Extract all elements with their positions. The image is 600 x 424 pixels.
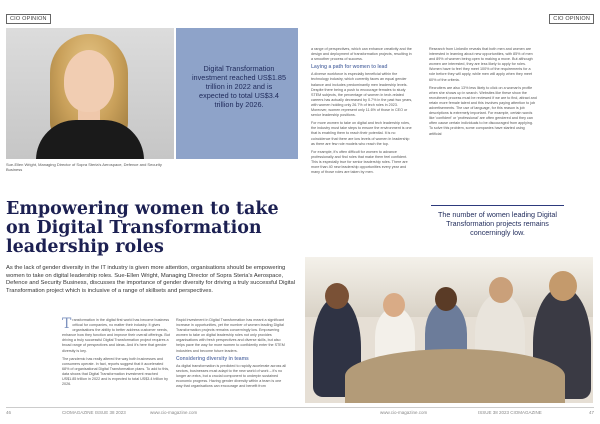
- section-tag-right: CIO OPINION: [549, 14, 594, 24]
- portrait-caption: Sue-Ellen Wright, Managing Director of Sopra Steria's Aerospace, Defence and Security Business: [6, 162, 162, 172]
- body-column-3: [311, 47, 413, 178]
- magazine-issue-left: CIOMAGAZINE ISSUE 38 2023: [62, 410, 126, 415]
- page-footer: [0, 410, 600, 420]
- paragraph: A diverse workforce is especially beneficial within the technology industry, which currently faces an equal gender balance and includes predominantly men leadership levels. Despite there being a push to encourage females to study STEM subjects, the percentage of women in tech-related careers has actually decreased by 0.7% in the past two years, with women holding only 26.7% of tech roles in 2023. Moreover, women represent only 11.6% of those in CEO or senior leadership positions.: [311, 72, 413, 118]
- paragraph: For example, it's often difficult for women to advance professionally and find roles that make them feel confident. This is especially true for senior leadership roles. There are more than 40 new leadership opportunities every year and many of those roles are taken by men.: [311, 149, 408, 175]
- pull-quote: The number of women leading Digital Transformation projects remains concerningly low.: [431, 205, 564, 237]
- body-column-4: [429, 47, 537, 140]
- footer-divider: [6, 407, 594, 408]
- body-column-2: [176, 318, 288, 392]
- drop-cap: T: [62, 316, 72, 332]
- paragraph: ransformation in the digital first world has become business critical for companies, no matter their industry. It gives organisations the ability to better address customer needs, enhance how they function and improve their overall offerings. But driving a truly successful Digital Transformation project requires a broad range of perspectives and ideas. And it's here that gender diversity is key.: [62, 318, 170, 353]
- body-column-1: [62, 318, 170, 390]
- article-title: Empowering women to take on Digital Transformation leadership roles: [6, 199, 279, 257]
- paragraph: For more women to take on digital and tech leadership roles, the industry must take steps to ensure the environment is one that is enabling them to reach their potential. It is no coincidence that there are low levels of women in leadership as there are few role models who reach the top.: [311, 121, 412, 146]
- meeting-photo: [305, 257, 593, 403]
- subheading: Considering diversity in teams: [176, 355, 249, 362]
- paragraph: Recruiters are also 13% less likely to click on a woman's profile when she shows up in search. Websites like these show the recruitment process must be reviewed if we are to find, attract and retain more female talent and this involves paying attention to job advertisements. The use of language, for this reason is job descriptions is extremely important. For example, certain words like 'confident' or 'professional' are often gendered and they can often cause certain individuals to be discouraged from applying. To solve this problem, some companies have started using artificial: [429, 85, 537, 136]
- page-number-left: 46: [6, 410, 12, 415]
- website-left: www.cio-magazine.com: [150, 410, 198, 415]
- paragraph: The pandemic has really altered the way both businesses and consumers operate. In fact, reports suggest that it accelerated 68% of organisational Digital Transformation plans. To add to this, data shows that Digital Transformation investment reached US$1.85 trillion in 2022 and is expected to total US$3.4 trillion by 2026.: [62, 356, 170, 387]
- magazine-issue-right: ISSUE 38 2023 CIOMAGAZINE: [478, 410, 542, 415]
- paragraph: a range of perspectives, which can enhance creativity and the design and deployment of transformation projects, resulting in a smoother process of success.: [311, 47, 412, 62]
- portrait-photo: [6, 28, 174, 159]
- article-lede: As the lack of gender diversity in the IT industry is given more attention, organisations should be empowering women to take on digital leadership roles. Sue-Ellen Wright, Managing Director of Sopra Steria's Aerospace, Defence and Security Business, discusses the importance of gender diversity for driving a truly successful Digital Transformation project which is inclusive of a range of skillsets and perspectives.: [6, 265, 296, 294]
- subheading: Laying a path for women to lead: [311, 64, 388, 71]
- paragraph: Rapid investment in Digital Transformation has meant a significant increase in opportunities, yet the number of women leading Digital Transformation projects remains concerningly low. Empowering women to take on digital leadership roles not only provides organisations with fresh perspectives and diverse skills, but also helps pave the way for more women to confidently enter the STEM industries and become future leaders.: [176, 318, 285, 353]
- website-right: www.cio-magazine.com: [380, 410, 428, 415]
- paragraph: Research from LinkedIn reveals that both men and women are interested in learning about new opportunities, with 85% of men and 89% of women being open to making a move. But although women are interested, they are less likely to apply for roles. Women have to feel they meet 100% of the requirements for a role before they will apply, while men will apply when they meet 60% of the criteria.: [429, 47, 533, 82]
- page-number-right: 47: [588, 410, 594, 415]
- section-tag-left: CIO OPINION: [6, 14, 51, 24]
- paragraph: As digital transformation is predicted to rapidly accelerate across all sectors, businesses must adapt to the new world of work – it's no longer an extra, but a crucial component to underpin sustained economic progress. Having gender diversity within a team is one way that organisations can encourage and benefit from: [176, 363, 287, 389]
- quote-text: Digital Transformation investment reached US$1.85 trillion in 2022 and is expected to total US$3.4 trillion by 2026.: [191, 64, 287, 109]
